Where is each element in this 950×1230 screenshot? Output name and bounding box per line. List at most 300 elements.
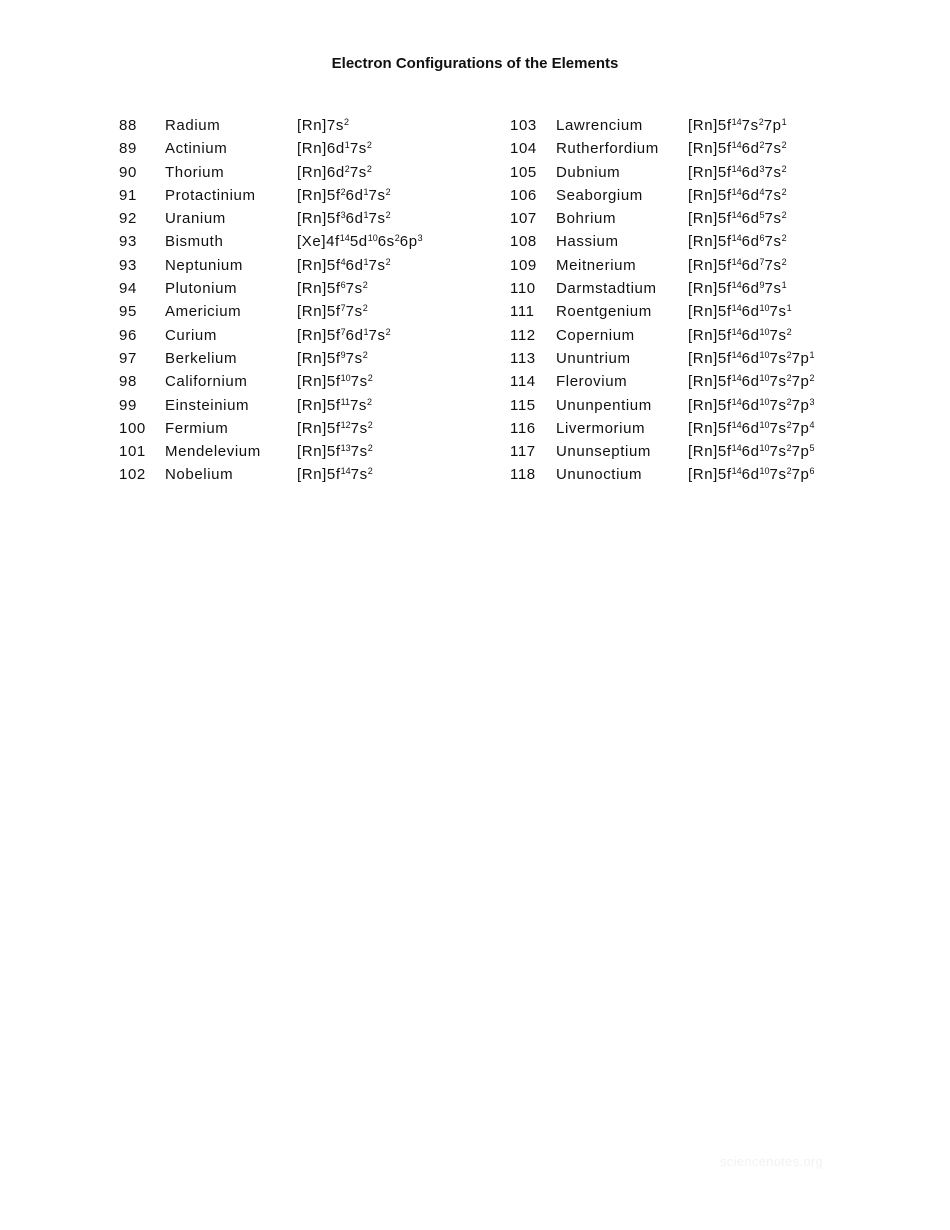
orbital-label: 6d xyxy=(741,210,760,228)
electron-configuration xyxy=(688,137,787,160)
electron-configuration xyxy=(688,347,815,370)
electron-count: 14 xyxy=(731,443,742,454)
element-row xyxy=(510,277,910,300)
element-row xyxy=(510,394,910,417)
electron-count: 1 xyxy=(363,326,369,337)
atomic-number: 106 xyxy=(510,186,537,204)
electron-count: 2 xyxy=(759,140,765,151)
orbital-label: 5d xyxy=(349,233,368,251)
orbital-label: 7s xyxy=(764,163,782,181)
orbital-label: 7s xyxy=(741,117,759,134)
orbital-label: 7s xyxy=(368,210,386,228)
atomic-number: 112 xyxy=(510,326,536,344)
orbital-label: 7p xyxy=(791,373,810,391)
element-name: Radium xyxy=(165,117,221,134)
orbital-label: 7s xyxy=(368,326,386,344)
element-row xyxy=(510,184,910,207)
electron-count: 3 xyxy=(340,210,346,221)
orbital-label: 6d xyxy=(741,396,760,414)
element-row xyxy=(119,417,499,440)
electron-configuration xyxy=(297,347,368,370)
electron-configuration xyxy=(297,417,373,440)
electron-count: 2 xyxy=(367,443,373,454)
electron-count: 14 xyxy=(731,256,742,267)
electron-count: 2 xyxy=(385,256,391,267)
atomic-number: 108 xyxy=(510,233,537,251)
electron-configuration xyxy=(297,137,372,160)
orbital-label: [Rn]5f xyxy=(688,443,732,461)
electron-count: 2 xyxy=(786,349,792,360)
electron-count: 2 xyxy=(362,280,368,291)
atomic-number: 89 xyxy=(119,140,137,158)
electron-configuration xyxy=(688,114,787,137)
atomic-number: 109 xyxy=(510,256,537,274)
element-name: Bohrium xyxy=(556,210,617,228)
electron-configuration xyxy=(688,161,787,184)
orbital-label: 7p xyxy=(791,443,810,461)
electron-count: 11 xyxy=(340,396,350,407)
element-name: Mendelevium xyxy=(165,443,261,461)
element-name: Rutherfordium xyxy=(556,140,659,158)
orbital-label: [Rn]5f xyxy=(297,419,341,437)
electron-count: 2 xyxy=(367,419,373,430)
element-name: Ununseptium xyxy=(556,443,651,461)
element-name: Livermorium xyxy=(556,419,646,437)
orbital-label: [Rn]5f xyxy=(688,233,732,251)
element-row xyxy=(119,207,499,230)
electron-configuration xyxy=(297,324,391,347)
electron-configuration xyxy=(688,207,787,230)
orbital-label: 7s xyxy=(769,466,787,484)
orbital-label: 6d xyxy=(741,280,760,298)
element-row xyxy=(510,417,910,440)
electron-configuration xyxy=(688,324,792,347)
orbital-label: 7s xyxy=(764,280,782,298)
electron-configuration xyxy=(297,114,349,137)
electron-count: 1 xyxy=(781,280,787,291)
element-name: Seaborgium xyxy=(556,186,643,204)
element-name: Curium xyxy=(165,326,217,344)
atomic-number: 117 xyxy=(510,443,536,461)
atomic-number: 95 xyxy=(119,303,137,321)
orbital-label: [Rn]5f xyxy=(688,373,732,391)
orbital-label: [Rn]5f xyxy=(688,303,732,321)
electron-configuration xyxy=(297,254,391,277)
orbital-label: [Rn]5f xyxy=(688,466,732,484)
element-row xyxy=(510,300,910,323)
element-row xyxy=(119,300,499,323)
element-row xyxy=(119,277,499,300)
electron-count: 2 xyxy=(385,210,391,221)
orbital-label: 7s xyxy=(769,396,787,414)
orbital-label: [Rn]7s xyxy=(297,117,344,134)
electron-count: 2 xyxy=(385,186,391,197)
orbital-label: 7s xyxy=(764,256,782,274)
orbital-label: [Rn]5f xyxy=(297,443,341,461)
orbital-label: [Rn]5f xyxy=(297,256,341,274)
electron-configuration xyxy=(297,394,372,417)
element-name: Nobelium xyxy=(165,466,234,484)
electron-configuration xyxy=(297,184,391,207)
watermark: sciencenotes.org xyxy=(720,1154,824,1169)
atomic-number: 110 xyxy=(510,280,536,298)
electron-count: 10 xyxy=(759,419,770,430)
electron-configuration xyxy=(297,161,372,184)
orbital-label: 6d xyxy=(741,163,760,181)
electron-configuration xyxy=(688,440,815,463)
atomic-number: 96 xyxy=(119,326,137,344)
orbital-label: 7p xyxy=(791,466,810,484)
electron-count: 14 xyxy=(731,303,742,314)
orbital-label: [Rn]5f xyxy=(297,396,341,414)
orbital-label: 7s xyxy=(769,443,787,461)
electron-count: 2 xyxy=(786,396,792,407)
orbital-label: [Rn]6d xyxy=(297,140,345,158)
element-name: Fermium xyxy=(165,419,229,437)
electron-count: 9 xyxy=(340,349,346,360)
orbital-label: [Rn]5f xyxy=(688,419,732,437)
element-name: Ununoctium xyxy=(556,466,643,484)
atomic-number: 94 xyxy=(119,280,137,298)
atomic-number: 113 xyxy=(510,349,536,367)
electron-count: 2 xyxy=(367,466,373,477)
orbital-label: 7s xyxy=(769,349,787,367)
electron-configuration xyxy=(297,207,391,230)
electron-count: 10 xyxy=(759,373,770,384)
electron-count: 10 xyxy=(759,326,770,337)
electron-count: 10 xyxy=(340,373,351,384)
electron-count: 1 xyxy=(786,303,792,314)
electron-count: 2 xyxy=(809,373,815,384)
element-row xyxy=(510,254,910,277)
orbital-label: 7p xyxy=(791,419,810,437)
electron-count: 14 xyxy=(731,280,742,291)
orbital-label: 7s xyxy=(349,163,367,181)
atomic-number: 101 xyxy=(119,443,146,461)
orbital-label: [Rn]5f xyxy=(688,117,732,134)
electron-configuration xyxy=(297,277,368,300)
electron-count: 2 xyxy=(343,117,349,127)
electron-count: 10 xyxy=(759,443,770,454)
atomic-number: 93 xyxy=(119,233,137,251)
atomic-number: 88 xyxy=(119,117,137,134)
electron-count: 2 xyxy=(786,419,792,430)
element-name: Dubnium xyxy=(556,163,621,181)
electron-count: 10 xyxy=(759,466,770,477)
orbital-label: 6d xyxy=(741,326,760,344)
electron-count: 2 xyxy=(786,373,792,384)
orbital-label: [Rn]5f xyxy=(688,349,732,367)
electron-count: 7 xyxy=(759,256,765,267)
electron-configuration xyxy=(688,184,787,207)
element-name: Americium xyxy=(165,303,242,321)
electron-count: 6 xyxy=(809,466,815,477)
electron-configuration xyxy=(297,370,373,393)
element-name: Thorium xyxy=(165,163,225,181)
orbital-label: 7s xyxy=(350,373,368,391)
element-row xyxy=(510,207,910,230)
electron-configuration xyxy=(297,440,373,463)
orbital-label: 6d xyxy=(741,303,760,321)
electron-count: 14 xyxy=(731,186,742,197)
orbital-label: 6d xyxy=(345,210,364,228)
orbital-label: 7s xyxy=(345,349,363,367)
atomic-number: 118 xyxy=(510,466,536,484)
orbital-label: [Rn]5f xyxy=(688,186,732,204)
orbital-label: 6d xyxy=(741,140,760,158)
orbital-label: [Rn]5f xyxy=(688,326,732,344)
electron-count: 13 xyxy=(340,443,351,454)
atomic-number: 93 xyxy=(119,256,137,274)
electron-count: 2 xyxy=(394,233,400,244)
orbital-label: 6d xyxy=(741,466,760,484)
electron-count: 3 xyxy=(759,163,765,174)
element-name: Berkelium xyxy=(165,349,238,367)
electron-count: 14 xyxy=(731,396,742,407)
element-row xyxy=(119,440,499,463)
electron-count: 5 xyxy=(759,210,765,221)
element-name: Lawrencium xyxy=(556,117,643,134)
electron-count: 14 xyxy=(340,466,351,477)
electron-count: 10 xyxy=(759,396,770,407)
element-row xyxy=(119,463,499,486)
element-name: Actinium xyxy=(165,140,228,158)
orbital-label: [Rn]5f xyxy=(688,280,732,298)
element-name: Protactinium xyxy=(165,186,256,204)
electron-configuration xyxy=(688,230,787,253)
electron-count: 2 xyxy=(781,186,787,197)
atomic-number: 105 xyxy=(510,163,537,181)
electron-count: 14 xyxy=(731,117,742,127)
orbital-label: 6d xyxy=(741,443,760,461)
atomic-number: 97 xyxy=(119,349,137,367)
electron-count: 2 xyxy=(340,186,346,197)
element-row xyxy=(510,137,910,160)
element-row xyxy=(119,254,499,277)
electron-count: 1 xyxy=(363,210,369,221)
orbital-label: [Xe]4f xyxy=(297,233,340,251)
element-name: Uranium xyxy=(165,210,226,228)
electron-count: 5 xyxy=(809,443,815,454)
electron-count: 4 xyxy=(759,186,765,197)
electron-count: 10 xyxy=(367,233,378,244)
electron-configuration xyxy=(688,300,792,323)
orbital-label: 6d xyxy=(345,326,364,344)
electron-count: 6 xyxy=(340,280,346,291)
orbital-label: 7s xyxy=(345,280,363,298)
electron-configuration xyxy=(688,277,787,300)
orbital-label: [Rn]5f xyxy=(688,396,732,414)
atomic-number: 104 xyxy=(510,140,537,158)
electron-count: 2 xyxy=(781,140,787,151)
element-row xyxy=(119,394,499,417)
orbital-label: 6d xyxy=(741,186,760,204)
electron-count: 14 xyxy=(731,349,742,360)
orbital-label: 6d xyxy=(741,373,760,391)
electron-count: 2 xyxy=(385,326,391,337)
orbital-label: [Rn]5f xyxy=(688,210,732,228)
element-row xyxy=(119,137,499,160)
electron-count: 3 xyxy=(809,396,815,407)
electron-count: 2 xyxy=(786,466,792,477)
element-name: Hassium xyxy=(556,233,619,251)
electron-count: 1 xyxy=(781,117,787,127)
orbital-label: 7s xyxy=(764,186,782,204)
orbital-label: 6d xyxy=(741,349,760,367)
electron-count: 2 xyxy=(366,140,372,151)
orbital-label: [Rn]5f xyxy=(297,466,341,484)
element-list-left xyxy=(119,114,499,487)
orbital-label: 7s xyxy=(368,186,386,204)
element-name: Californium xyxy=(165,373,248,391)
electron-count: 14 xyxy=(731,373,742,384)
element-row xyxy=(119,370,499,393)
electron-count: 1 xyxy=(363,256,369,267)
orbital-label: 7s xyxy=(368,256,386,274)
orbital-label: [Rn]5f xyxy=(297,303,341,321)
element-name: Ununtrium xyxy=(556,349,631,367)
electron-count: 14 xyxy=(731,233,742,244)
electron-count: 1 xyxy=(363,186,369,197)
electron-configuration xyxy=(297,230,423,253)
element-row xyxy=(510,114,910,137)
orbital-label: 7s xyxy=(769,373,787,391)
electron-configuration xyxy=(688,463,815,486)
orbital-label: 7s xyxy=(769,326,787,344)
element-name: Roentgenium xyxy=(556,303,652,321)
electron-count: 10 xyxy=(759,349,770,360)
orbital-label: 6d xyxy=(741,419,760,437)
orbital-label: 7p xyxy=(763,117,782,134)
electron-count: 14 xyxy=(339,233,350,244)
orbital-label: 6s xyxy=(377,233,395,251)
electron-count: 2 xyxy=(344,163,350,174)
electron-configuration xyxy=(297,300,368,323)
orbital-label: [Rn]5f xyxy=(688,140,732,158)
element-row xyxy=(119,161,499,184)
electron-count: 9 xyxy=(759,280,765,291)
electron-count: 2 xyxy=(786,326,792,337)
electron-count: 14 xyxy=(731,163,742,174)
atomic-number: 115 xyxy=(510,396,536,414)
electron-count: 10 xyxy=(759,303,770,314)
electron-count: 1 xyxy=(809,349,815,360)
element-name: Meitnerium xyxy=(556,256,637,274)
electron-count: 1 xyxy=(344,140,350,151)
element-name: Bismuth xyxy=(165,233,224,251)
electron-count: 7 xyxy=(340,326,346,337)
element-row xyxy=(119,230,499,253)
orbital-label: 7s xyxy=(764,140,782,158)
orbital-label: [Rn]5f xyxy=(297,349,341,367)
atomic-number: 102 xyxy=(119,466,146,484)
orbital-label: [Rn]5f xyxy=(297,373,341,391)
electron-count: 2 xyxy=(758,117,764,127)
atomic-number: 107 xyxy=(510,210,537,228)
element-row xyxy=(119,347,499,370)
electron-count: 4 xyxy=(340,256,346,267)
orbital-label: [Rn]5f xyxy=(688,163,732,181)
atomic-number: 99 xyxy=(119,396,137,414)
atomic-number: 114 xyxy=(510,373,536,391)
electron-count: 14 xyxy=(731,210,742,221)
element-row xyxy=(510,370,910,393)
orbital-label: 7s xyxy=(764,233,782,251)
page-title: Electron Configurations of the Elements xyxy=(331,55,619,72)
orbital-label: [Rn]6d xyxy=(297,163,345,181)
atomic-number: 100 xyxy=(119,419,146,437)
electron-count: 2 xyxy=(367,396,373,407)
orbital-label: 7s xyxy=(349,396,368,414)
element-name: Darmstadtium xyxy=(556,280,657,298)
orbital-label: [Rn]5f xyxy=(297,186,341,204)
element-name: Einsteinium xyxy=(165,396,250,414)
element-row xyxy=(510,324,910,347)
orbital-label: 6d xyxy=(345,186,364,204)
atomic-number: 92 xyxy=(119,210,137,228)
electron-count: 6 xyxy=(759,233,765,244)
orbital-label: 7s xyxy=(350,419,368,437)
orbital-label: 6d xyxy=(741,233,760,251)
orbital-label: 6d xyxy=(345,256,364,274)
electron-count: 2 xyxy=(362,303,368,314)
orbital-label: 7p xyxy=(791,396,810,414)
electron-count: 14 xyxy=(731,466,742,477)
element-name: Plutonium xyxy=(165,280,238,298)
electron-count: 2 xyxy=(781,233,787,244)
orbital-label: 7s xyxy=(769,419,787,437)
atomic-number: 116 xyxy=(510,419,536,437)
electron-count: 14 xyxy=(731,326,742,337)
orbital-label: 7s xyxy=(345,303,363,321)
electron-count: 2 xyxy=(781,256,787,267)
element-row xyxy=(119,114,499,137)
atomic-number: 103 xyxy=(510,117,537,134)
atomic-number: 91 xyxy=(119,186,137,204)
electron-count: 2 xyxy=(781,210,787,221)
atomic-number: 90 xyxy=(119,163,137,181)
electron-count: 2 xyxy=(786,443,792,454)
orbital-label: 7p xyxy=(791,349,810,367)
element-row xyxy=(510,463,910,486)
orbital-label: 6d xyxy=(741,256,760,274)
element-row xyxy=(510,440,910,463)
electron-count: 7 xyxy=(340,303,346,314)
atomic-number: 111 xyxy=(510,303,535,321)
electron-configuration xyxy=(688,394,815,417)
orbital-label: 7s xyxy=(350,443,368,461)
element-name: Flerovium xyxy=(556,373,628,391)
element-row xyxy=(510,161,910,184)
orbital-label: 7s xyxy=(349,140,367,158)
element-name: Neptunium xyxy=(165,256,243,274)
electron-count: 14 xyxy=(731,140,742,151)
electron-count: 2 xyxy=(362,349,368,360)
orbital-label: 6p xyxy=(399,233,418,251)
element-row xyxy=(510,230,910,253)
electron-count: 12 xyxy=(340,419,351,430)
element-name: Copernium xyxy=(556,326,635,344)
element-row xyxy=(119,184,499,207)
orbital-label: 7s xyxy=(764,210,782,228)
element-list-right xyxy=(510,114,910,487)
electron-configuration xyxy=(297,463,373,486)
orbital-label: 7s xyxy=(769,303,787,321)
orbital-label: [Rn]5f xyxy=(297,280,341,298)
element-row xyxy=(119,324,499,347)
electron-count: 2 xyxy=(366,163,372,174)
electron-configuration xyxy=(688,370,815,393)
